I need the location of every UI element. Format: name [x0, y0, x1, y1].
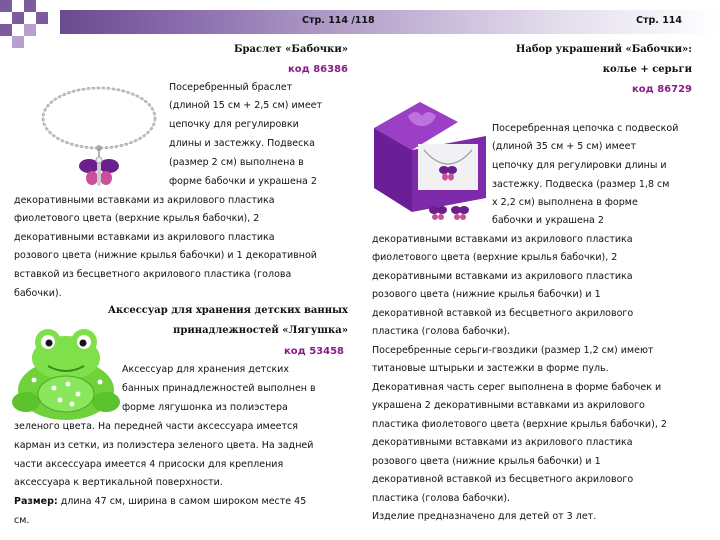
text-line: бабочки).	[14, 288, 62, 299]
bracelet-code: код 86386	[287, 64, 348, 75]
text-line: розового цвета (нижние крылья бабочки) и 1 декоративной	[14, 250, 317, 261]
text-line: форме лягушонка из полиэстера	[122, 402, 288, 413]
size-line	[14, 493, 306, 510]
text-line: Изделие предназначено для детей от 3 лет.	[372, 511, 597, 522]
set-title-line2: колье + серьги	[602, 64, 692, 75]
text-line: декоративными вставками из акрилового пластика	[372, 271, 633, 282]
text-line: форме бабочки и украшена 2	[169, 176, 317, 187]
bracelet-title: Браслет «Бабочки»	[233, 44, 348, 55]
text-line: (размер 2 см) выполнена в	[169, 157, 304, 168]
text-line: декоративной вставкой из бесцветного акрилового	[372, 308, 634, 319]
text-line: вставкой из бесцветного акрилового пластика (голова	[14, 269, 292, 280]
text-line: застежку. Подвеска (размер 1,8 см	[492, 179, 670, 190]
text-line: Посеребренный браслет	[169, 82, 293, 93]
page-number-right: Стр. 114	[636, 15, 683, 26]
text-line: (длиной 35 см + 5 см) имеет	[492, 141, 636, 152]
text-line: декоративными вставками из акрилового пластика	[14, 232, 275, 243]
text-line: титановые штырьки и застежки в форме пуль.	[372, 363, 609, 374]
text-line: цепочку для регулировки	[169, 119, 299, 130]
bracelet-image	[36, 80, 162, 192]
text-line: розового цвета (нижние крылья бабочки) и 1	[372, 289, 601, 300]
frog-title-line1: Аксессуар для хранения детских ванных	[107, 305, 348, 316]
text-line: Декоративная часть серег выполнена в форме бабочек и	[372, 382, 662, 393]
corner-checker-decoration	[0, 0, 64, 48]
text-line: см.	[14, 515, 30, 526]
frog-title-line2: принадлежностей «Лягушка»	[173, 325, 348, 336]
frog-code: код 53458	[283, 346, 344, 357]
text-line: зеленого цвета. На передней части аксессуара имеется	[14, 421, 298, 432]
text-line: пластика фиолетового цвета (верхние крылья бабочки), 2	[372, 419, 667, 430]
text-line: банных принадлежностей выполнен в	[122, 383, 316, 394]
text-line: аксессуара к вертикальной поверхности.	[14, 477, 223, 488]
text-line: (длиной 15 см + 2,5 см) имеет	[169, 100, 323, 111]
text-line: декоративными вставками из акрилового пластика	[14, 195, 275, 206]
size-text: длина 47 см, ширина в самом широком месте 45	[57, 496, 307, 507]
text-line: пластика (голова бабочки).	[372, 326, 511, 337]
text-line: фиолетового цвета (верхние крылья бабочки), 2	[372, 252, 618, 263]
jewelry-set-image	[368, 100, 490, 224]
text-line: цепочку для регулировки длины и	[492, 160, 667, 171]
size-label: Размер:	[14, 496, 58, 507]
text-line: длины и застежку. Подвеска	[169, 138, 315, 149]
text-line: бабочки и украшена 2	[492, 215, 604, 226]
page-number-left: Стр. 114 /118	[302, 15, 375, 26]
set-code: код 86729	[631, 84, 692, 95]
text-line: Аксессуар для хранения детских	[122, 364, 289, 375]
text-line: х 2,2 см) выполнена в форме	[492, 197, 638, 208]
text-line: карман из сетки, из полиэстера зеленого цвета. На задней	[14, 440, 314, 451]
text-line: пластика (голова бабочки).	[372, 493, 511, 504]
text-line: Посеребренная цепочка с подвеской	[492, 123, 679, 134]
text-line: Посеребренные серьги-гвоздики (размер 1,2 см) имеют	[372, 345, 654, 356]
frog-image	[10, 322, 122, 422]
text-line: части аксессуара имеется 4 присоски для крепления	[14, 459, 284, 470]
set-title-line1: Набор украшений «Бабочки»:	[515, 44, 692, 55]
text-line: украшена 2 декоративными вставками из акрилового	[372, 400, 645, 411]
text-line: фиолетового цвета (верхние крылья бабочки), 2	[14, 213, 260, 224]
text-line: розового цвета (нижние крылья бабочки) и 1	[372, 456, 601, 467]
text-line: декоративными вставками из акрилового пластика	[372, 234, 633, 245]
text-line: декоративными вставками из акрилового пластика	[372, 437, 633, 448]
text-line: декоративной вставкой из бесцветного акрилового	[372, 474, 634, 485]
header-bar	[60, 10, 720, 34]
